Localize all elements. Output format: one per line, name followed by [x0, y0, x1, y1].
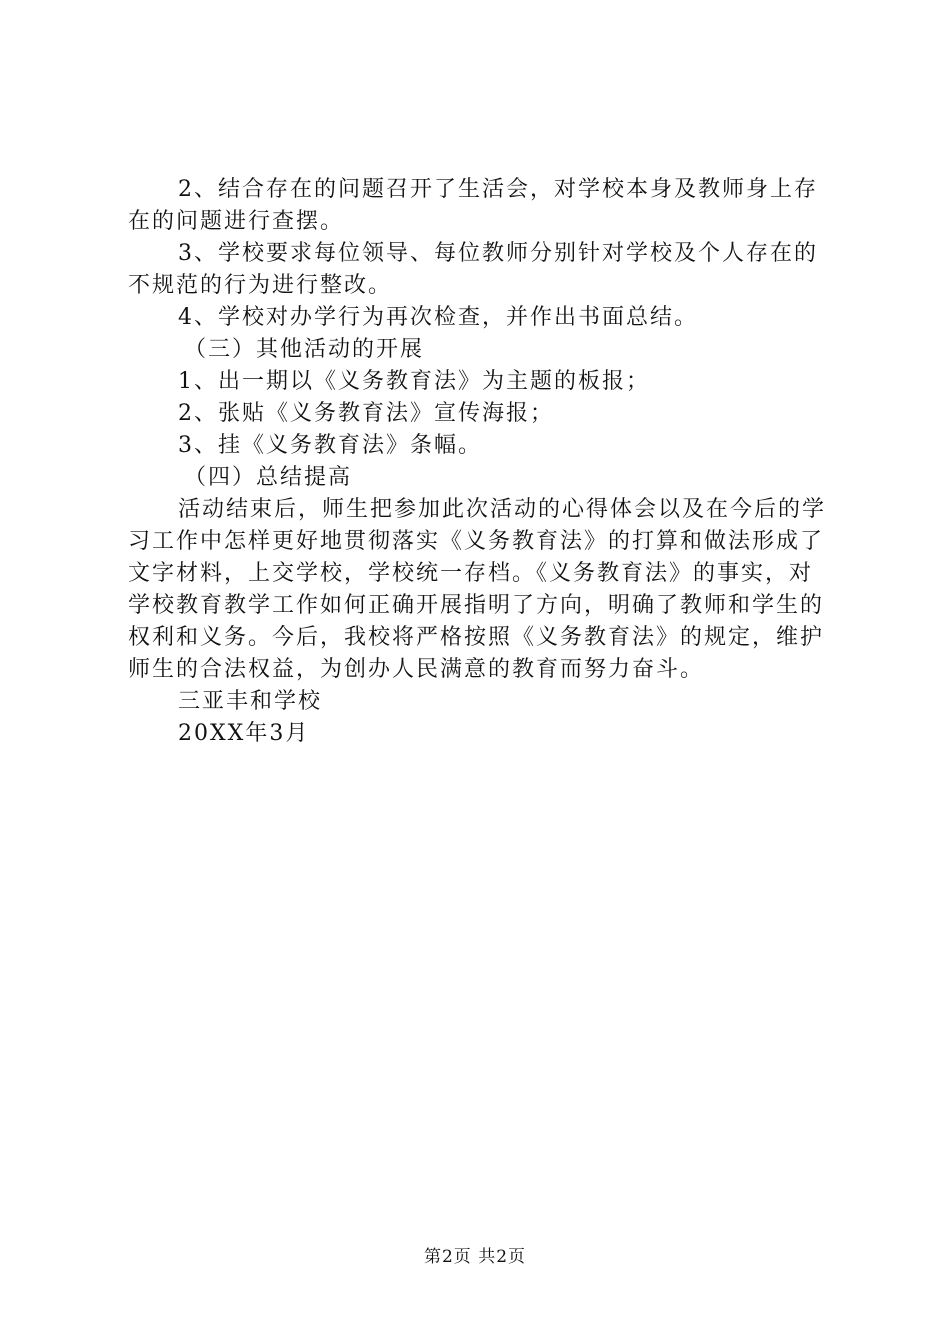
- summary-paragraph: 活动结束后，师生把参加此次活动的心得体会以及在今后的学习工作中怎样更好地贯彻落实《义务教育法》的打算和做法形成了文字材料，上交学校，学校统一存档。《义务教育法》的事实，对学校教育教学工作如何正确开展指明了方向，明确了教师和学生的权利和义务。今后，我校将严格按照《义务教育法》的规定，维护师生的合法权益，为创办人民满意的教育而努力奋斗。: [128, 497, 827, 682]
- document-date: 20XX年3月: [178, 721, 310, 746]
- list-item-1: 1、出一期以《义务教育法》为主题的板报；: [178, 369, 650, 394]
- document-body: [128, 174, 830, 750]
- section-heading-3: （三）其他活动的开展: [184, 337, 425, 362]
- page-footer: 第2页 共2页: [423, 1247, 527, 1267]
- section-heading-4: （四）总结提高: [184, 465, 353, 490]
- paragraph-item-3: 3、学校要求每位领导、每位教师分别针对学校及个人存在的不规范的行为进行整改。: [128, 241, 818, 298]
- school-signature: 三亚丰和学校: [178, 689, 323, 714]
- paragraph-item-4: 4、学校对办学行为再次检查，并作出书面总结。: [178, 305, 698, 330]
- list-item-3: 3、挂《义务教育法》条幅。: [178, 433, 482, 458]
- list-item-2: 2、张贴《义务教育法》宣传海报；: [178, 401, 554, 426]
- paragraph-item-2: 2、结合存在的问题召开了生活会，对学校本身及教师身上存在的问题进行查摆。: [128, 177, 818, 234]
